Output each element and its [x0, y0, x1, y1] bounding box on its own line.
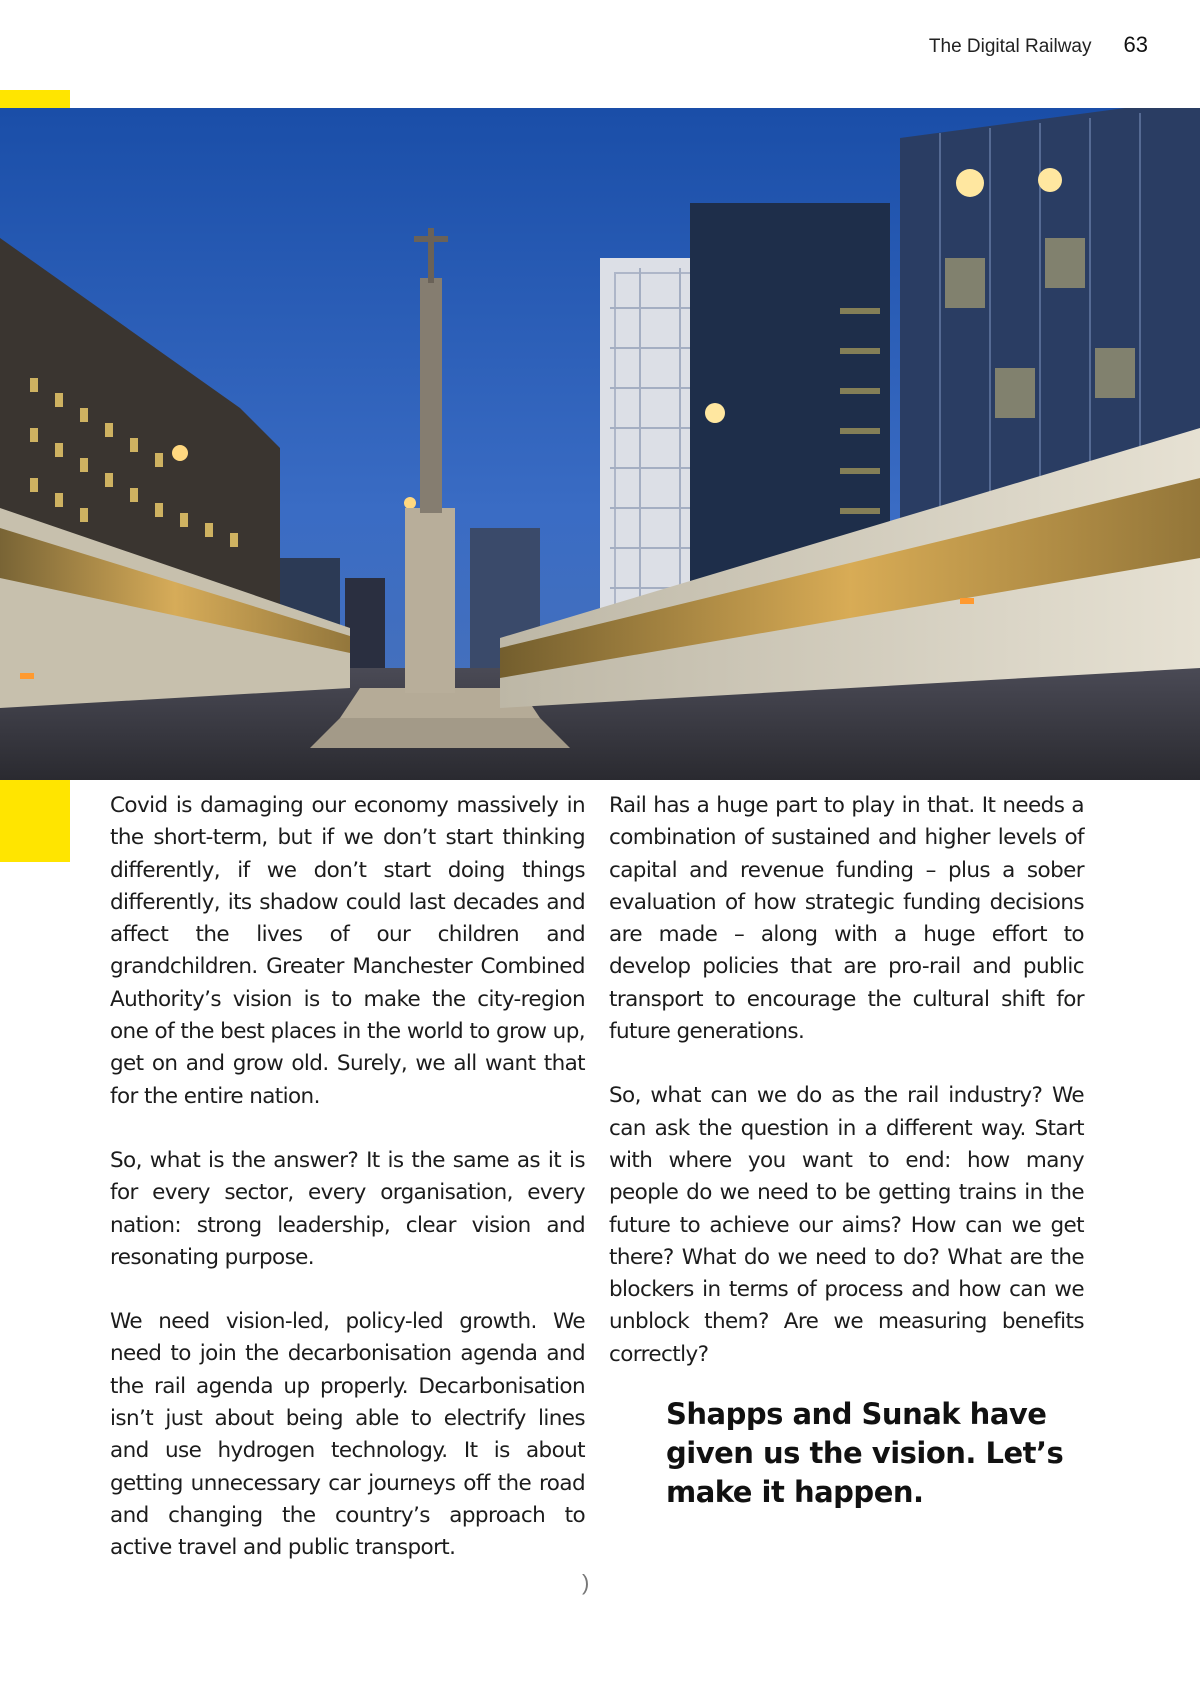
left-paragraph-3: We need vision-led, policy-led growth. We need to join the decarbonisation agenda and the rail agenda up properly. Decarbonisation isn’t just about being able to electrify lines and use hydrogen technology. It is about getting unnecessary car journeys off the road and changing the country’s approach to active travel and public transport. — [110, 1309, 585, 1561]
publication-title: The Digital Railway — [928, 36, 1092, 57]
page-number: 63 — [1123, 32, 1148, 57]
accent-bar-side — [0, 780, 70, 862]
left-paragraph-2: So, what is the answer? It is the same as it is for every sector, every organisation, every nation: strong leadership, clear vision and resonating purpose. — [110, 1147, 585, 1270]
left-column — [110, 790, 585, 1597]
left-paragraph-1: Covid is damaging our economy massively in the short-term, but if we don’t start thinking differently, if we don’t start doing things differently, its shadow could last decades and affect the lives of our children and grandchildren. Greater Manchester Combined Authority’s vision is to make the city-region one of the best places in the world to grow up, get on and grow old. Surely, we all want that for the entire nation. — [110, 793, 585, 1109]
right-column — [609, 790, 1084, 1403]
page-header — [929, 32, 1148, 58]
right-paragraph-1: Rail has a huge part to play in that. It needs a combination of sustained and higher levels of capital and revenue funding – plus a sober evaluation of how strategic funding decisions are made – along with a huge effort to develop policies that are pro-rail and public transport to encourage the cultural shift for future generations. — [609, 793, 1084, 1045]
right-paragraph-2: So, what can we do as the rail industry? We can ask the question in a different way. Start with where you want to end: how many people do we need to be getting trains in the future to achieve our aims? How can we get there? What do we need to do? What are the blockers in terms of process and how can we unblock them? Are we measuring benefits correctly? — [609, 1083, 1084, 1367]
accent-bar-top — [0, 90, 70, 110]
pull-quote: Shapps and Sunak have given us the vision. Let’s make it happen. — [666, 1397, 1064, 1509]
manchester-tram-photo — [0, 108, 1200, 780]
footer-mark: ) — [582, 1570, 590, 1595]
